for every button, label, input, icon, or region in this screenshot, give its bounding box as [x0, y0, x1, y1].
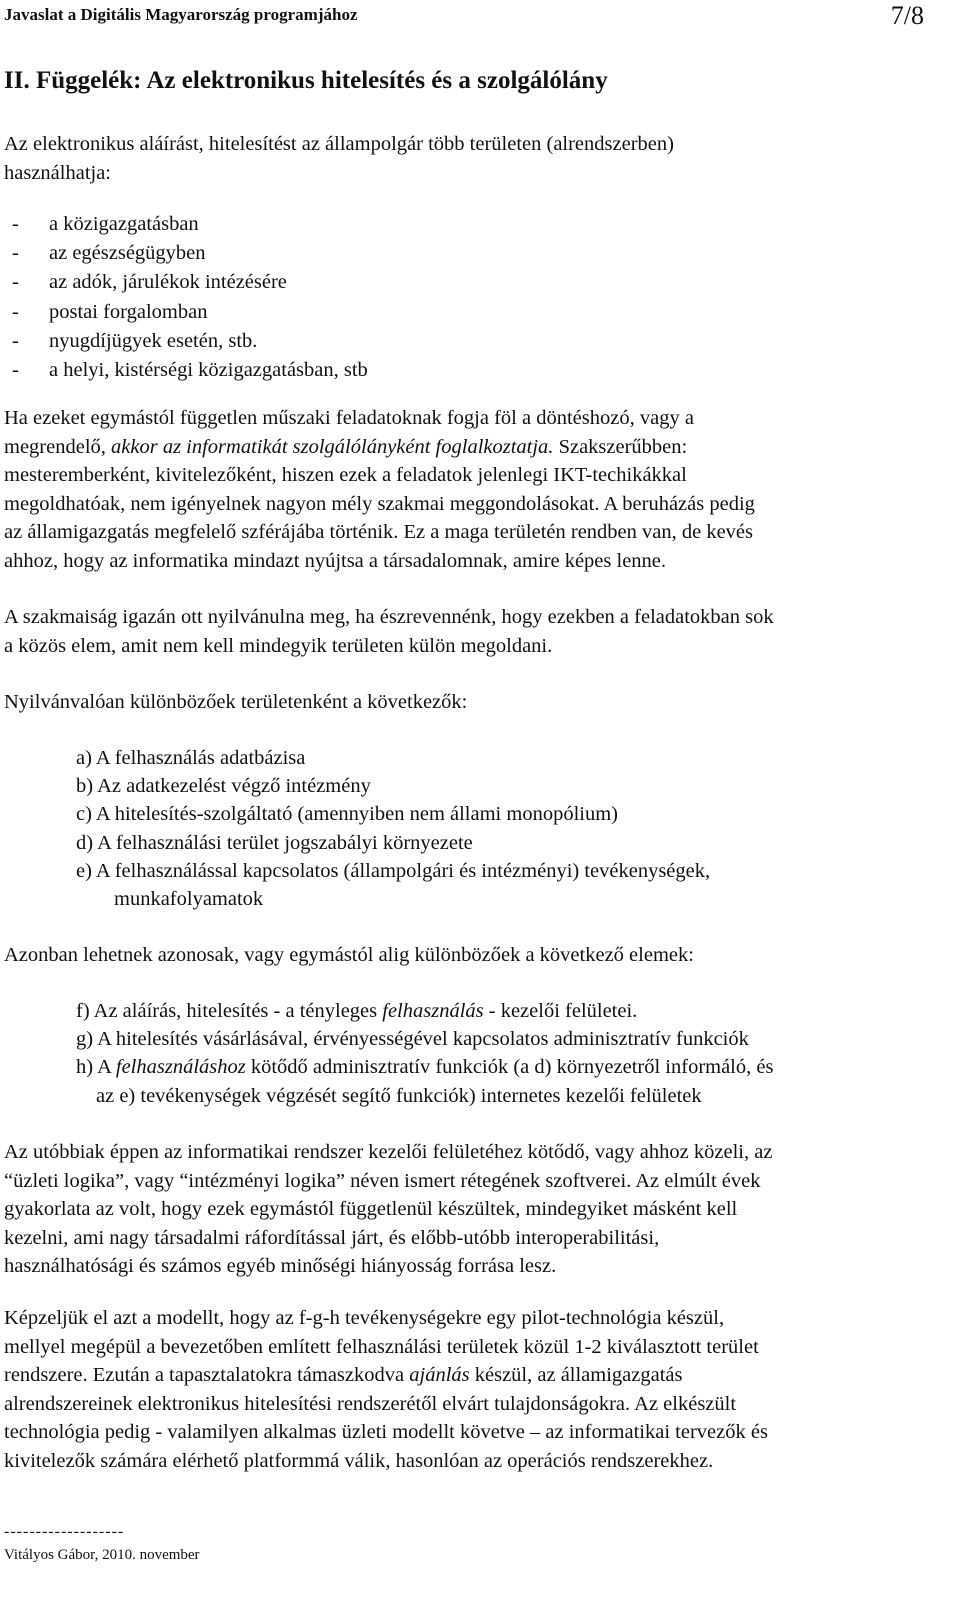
list-item: e) A felhasználással kapcsolatos (állampolgári és intézményi) tevékenységek, munkafolyamatok	[76, 859, 711, 911]
text-line: használhatja:	[4, 161, 112, 184]
list-item: - a helyi, kistérségi közigazgatásban, stb	[12, 359, 368, 382]
text-line: alrendszereinek elektronikus hitelesítési rendszerétől elvárt tulajdonságokra. Az elkészült	[4, 1392, 737, 1415]
paragraph-5	[4, 1138, 939, 1281]
text-line: kivitelezők számára elérhető platformmá válik, hasonlóan az operációs rendszerekhez.	[4, 1449, 714, 1472]
page-number: 7/8	[890, 1, 924, 30]
text-line: mesteremberként, kivitelezőként, hiszen ezek a feladatok jelenlegi IKT-techikákkal	[4, 464, 687, 487]
list-item: d) A felhasználási terület jogszabályi környezete	[76, 831, 473, 854]
paragraph-1	[4, 404, 939, 576]
list-item: b) Az adatkezelést végző intézmény	[76, 775, 371, 798]
paragraph-6	[4, 1304, 939, 1476]
list-item: g) A hitelesítés vásárlásával, érvényességével kapcsolatos adminisztratív funkciók	[76, 1028, 749, 1051]
header-title: Javaslat a Digitális Magyarország programjához	[4, 5, 358, 24]
list-item: - nyugdíjügyek esetén, stb.	[12, 329, 258, 352]
list-item: - az egészségügyben	[12, 242, 206, 265]
text-line: rendszere. Ezután a tapasztalatokra támaszkodva ajánlás készül, az államigazgatás	[4, 1364, 683, 1387]
areas-list	[12, 210, 368, 385]
footer-rule: -------------------	[4, 1523, 125, 1540]
text-line: mellyel megépül a bevezetőben említett felhasználási területek közül 1-2 kiválasztott terület	[4, 1335, 759, 1358]
list-item: - az adók, járulékok intézésére	[12, 271, 287, 294]
text-line: A szakmaiság igazán ott nyilvánulna meg, ha észrevennénk, hogy ezekben a feladatokban sok	[4, 606, 774, 628]
paragraph-4	[4, 941, 939, 970]
text-line: gyakorlata az volt, hogy ezek egymástól függetlenül készültek, mindegyiket másként kell	[4, 1198, 738, 1221]
text-line: Nyilvánvalóan különbözőek területenként a következők:	[4, 691, 468, 713]
text-line: Ha ezeket egymástól független műszaki feladatoknak fogja föl a döntéshozó, vagy a	[4, 407, 694, 429]
text-line: “üzleti logika”, vagy “intézményi logika” néven ismert rétegének szoftverei. Az elmúlt évek	[4, 1169, 761, 1192]
paragraph-3	[4, 688, 939, 717]
text-line: Az elektronikus aláírást, hitelesítést az állampolgár több területen (alrendszerben)	[4, 133, 674, 155]
text-line: a közös elem, amit nem kell mindegyik területen külön megoldani.	[4, 634, 553, 657]
footer-author: Vitályos Gábor, 2010. november	[4, 1547, 200, 1563]
text-line: ahhoz, hogy az informatika mindazt nyújtsa a társadalomnak, amire képes lenne.	[4, 549, 667, 572]
list-item: - a közigazgatásban	[12, 213, 199, 235]
text-line: megoldhatóak, nem igényelnek nagyon mély szakmai meggondolásokat. A beruházás pedig	[4, 492, 755, 515]
text-line: megrendelő, akkor az informatikát szolgálólányként foglalkoztatja. Szakszerűbben:	[4, 435, 688, 458]
text-line: kezelni, ami nagy társadalmi ráfordítással járt, és előbb-utóbb interoperabilitási,	[4, 1226, 660, 1249]
list-item: h) A felhasználáshoz kötődő adminisztratív funkciók (a d) környezetről informáló, és az e) tevékenységek végzését segítő funkciók) internetes kezelői felületek	[76, 1056, 774, 1107]
text-line: Képzeljük el azt a modellt, hogy az f-g-h tevékenységekre egy pilot-technológia készül,	[4, 1307, 725, 1329]
list-item: c) A hitelesítés-szolgáltató (amennyiben nem állami monopólium)	[76, 803, 618, 826]
text-line: Az utóbbiak éppen az informatikai rendszer kezelői felületéhez kötődő, vagy ahhoz közeli, az	[4, 1141, 773, 1163]
list-item: a) A felhasználás adatbázisa	[76, 747, 306, 769]
text-line: az államigazgatás megfelelő szférájába történik. Ez a maga területén rendben van, de kevés	[4, 521, 754, 544]
list-item: f) Az aláírás, hitelesítés - a tényleges felhasználás - kezelői felületei.	[76, 1000, 638, 1022]
text-line: technológia pedig - valamilyen alkalmas üzleti modellt követve – az informatikai tervezők és	[4, 1421, 768, 1444]
section-title: II. Függelék: Az elektronikus hitelesítés és a szolgálólány	[4, 67, 608, 94]
paragraph-2	[4, 603, 939, 660]
differing-elements-list	[76, 744, 710, 913]
common-elements-list	[76, 997, 773, 1110]
list-item: - postai forgalomban	[12, 300, 208, 323]
text-line: Azonban lehetnek azonosak, vagy egymástól alig különbözőek a következő elemek:	[4, 944, 694, 966]
intro-paragraph	[4, 130, 939, 187]
text-line: használhatósági és számos egyéb minőségi hiányosság forrása lesz.	[4, 1255, 557, 1278]
